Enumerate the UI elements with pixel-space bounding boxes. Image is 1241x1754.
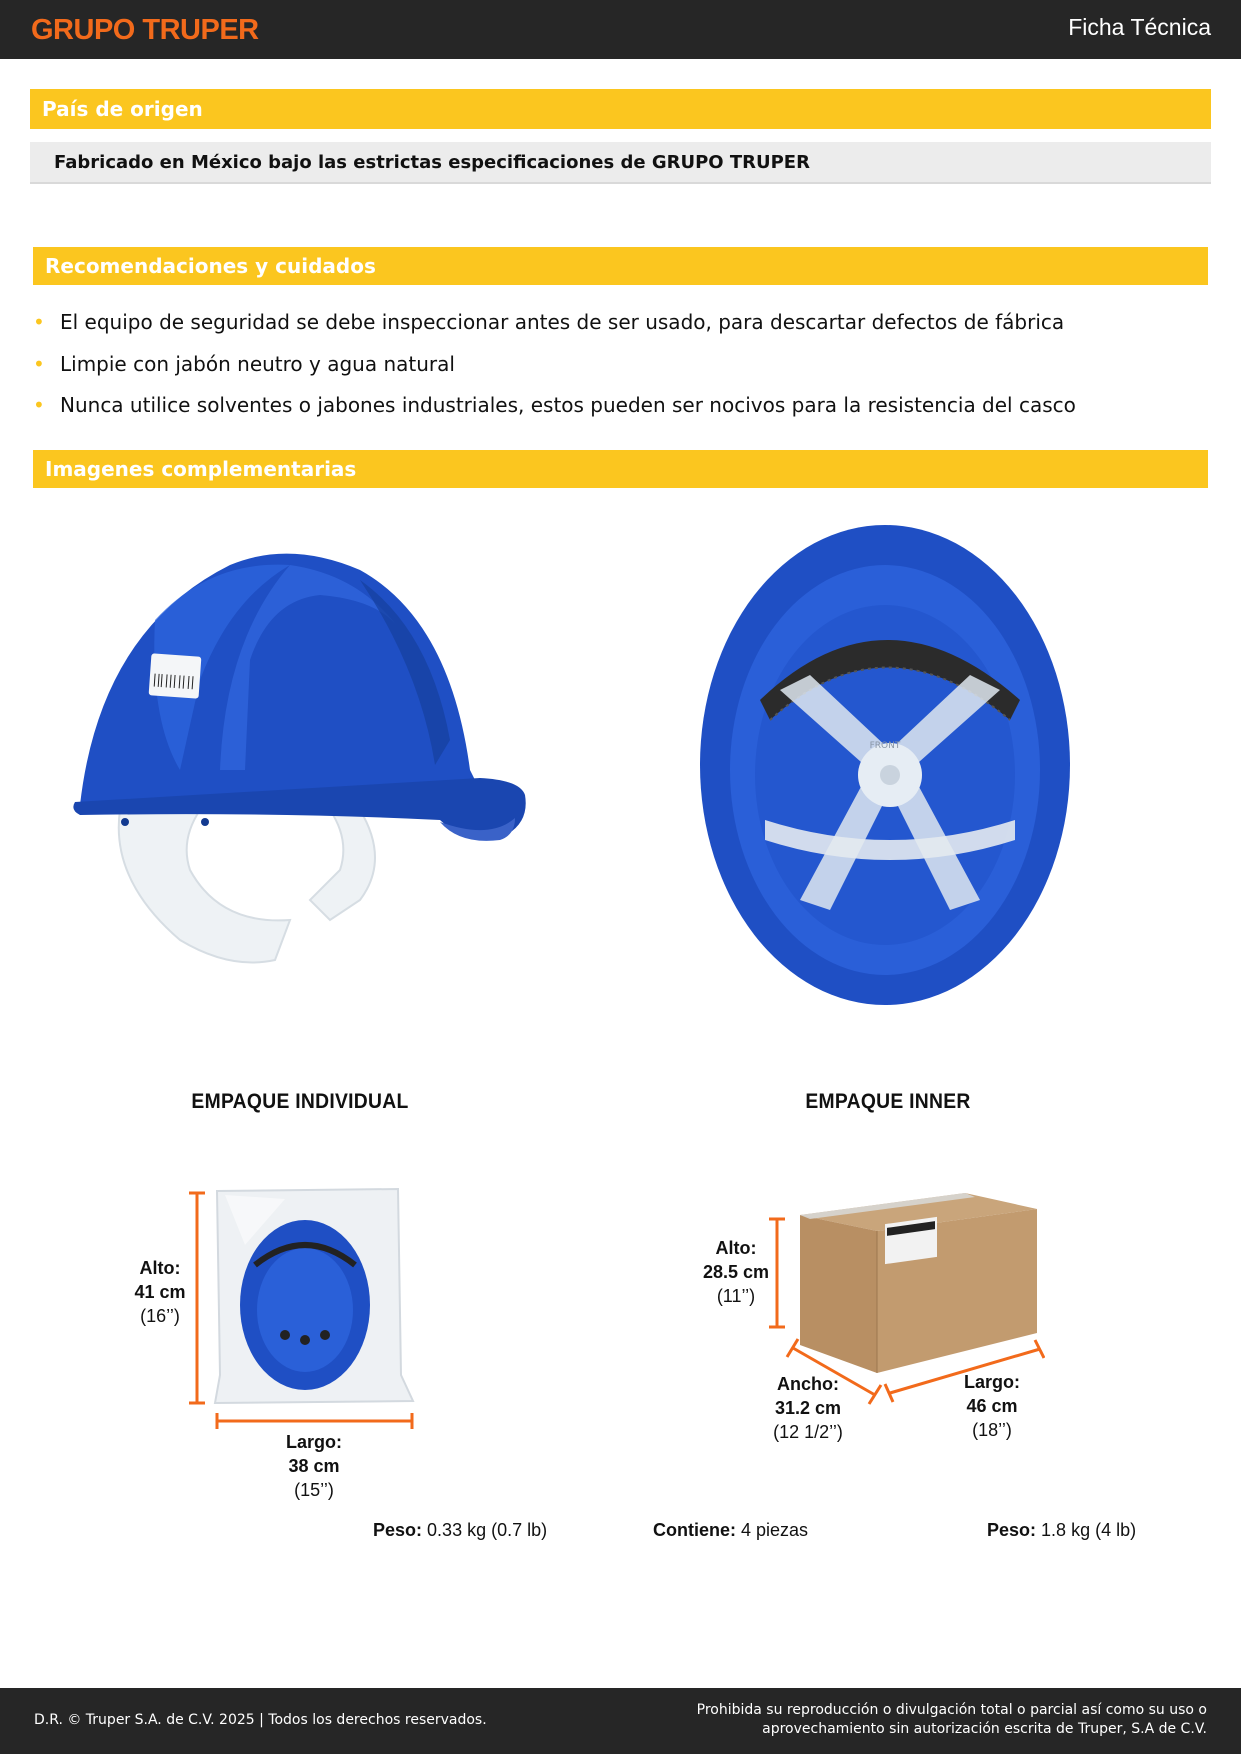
document-title: Ficha Técnica — [1068, 14, 1211, 40]
legal-notice — [697, 1701, 1207, 1739]
dim-inch: (12 1/2’’) — [773, 1422, 843, 1442]
info-value: 1.8 kg (4 lb) — [1041, 1520, 1137, 1540]
inner-length-dimension — [952, 1370, 1032, 1442]
dim-inch: (18’’) — [972, 1420, 1012, 1440]
origin-heading: País de origen — [30, 89, 1211, 129]
dim-value: 46 cm — [966, 1396, 1018, 1416]
info-value: 4 piezas — [741, 1520, 809, 1540]
individual-length-dimension — [264, 1430, 364, 1502]
legal-line: aprovechamiento sin autorización escrita de Truper, S.A de C.V. — [762, 1721, 1207, 1737]
individual-package-title: EMPAQUE INDIVIDUAL — [191, 1090, 409, 1113]
info-value: 0.33 kg (0.7 lb) — [427, 1520, 548, 1540]
dim-inch: (11’’) — [716, 1286, 756, 1306]
info-label: Peso: — [373, 1520, 423, 1540]
dim-value: 38 cm — [288, 1456, 340, 1476]
brand-logo: GRUPO TRUPER — [31, 14, 259, 46]
dim-label: Alto: — [715, 1238, 757, 1258]
individual-package-image — [185, 1185, 425, 1435]
legal-line: Prohibida su reproducción o divulgación total o parcial así como su uso o — [696, 1702, 1207, 1718]
inner-contents — [653, 1520, 808, 1541]
origin-text: Fabricado en México bajo las estrictas especificaciones de GRUPO TRUPER — [30, 142, 1211, 184]
dim-value: 41 cm — [134, 1282, 186, 1302]
list-item: • Nunca utilice solventes o jabones industriales, estos pueden ser nocivos para la resistencia del casco — [30, 385, 1210, 427]
dim-label: Alto: — [139, 1258, 181, 1278]
list-item: • El equipo de seguridad se debe inspeccionar antes de ser usado, para descartar defectos de fábrica — [30, 302, 1210, 344]
dim-label: Ancho: — [777, 1374, 839, 1394]
copyright-text: D.R. © Truper S.A. de C.V. 2025 | Todos los derechos reservados. — [34, 1712, 487, 1728]
inner-package-title: EMPAQUE INNER — [805, 1090, 971, 1113]
dim-value: 31.2 cm — [774, 1398, 842, 1418]
inner-width-dimension — [758, 1372, 858, 1444]
care-list — [30, 302, 1210, 427]
individual-height-dimension — [120, 1256, 200, 1328]
front-marker-label: FRONT — [869, 741, 901, 751]
header-bar — [0, 0, 1241, 59]
info-label: Peso: — [987, 1520, 1037, 1540]
list-item: • Limpie con jabón neutro y agua natural — [30, 344, 1210, 386]
info-label: Contiene: — [653, 1520, 736, 1540]
helmet-inner-image — [690, 520, 1080, 1010]
dim-inch: (16’’) — [140, 1306, 180, 1326]
care-heading: Recomendaciones y cuidados — [33, 247, 1208, 285]
dim-label: Largo: — [964, 1372, 1020, 1392]
inner-weight — [987, 1520, 1136, 1541]
dim-label: Largo: — [286, 1432, 342, 1452]
individual-weight — [373, 1520, 547, 1541]
inner-height-dimension — [696, 1236, 776, 1308]
footer — [0, 1688, 1241, 1754]
dim-inch: (15’’) — [294, 1480, 334, 1500]
dim-value: 28.5 cm — [702, 1262, 770, 1282]
helmet-side-image — [60, 540, 540, 990]
images-heading: Imagenes complementarias — [33, 450, 1208, 488]
